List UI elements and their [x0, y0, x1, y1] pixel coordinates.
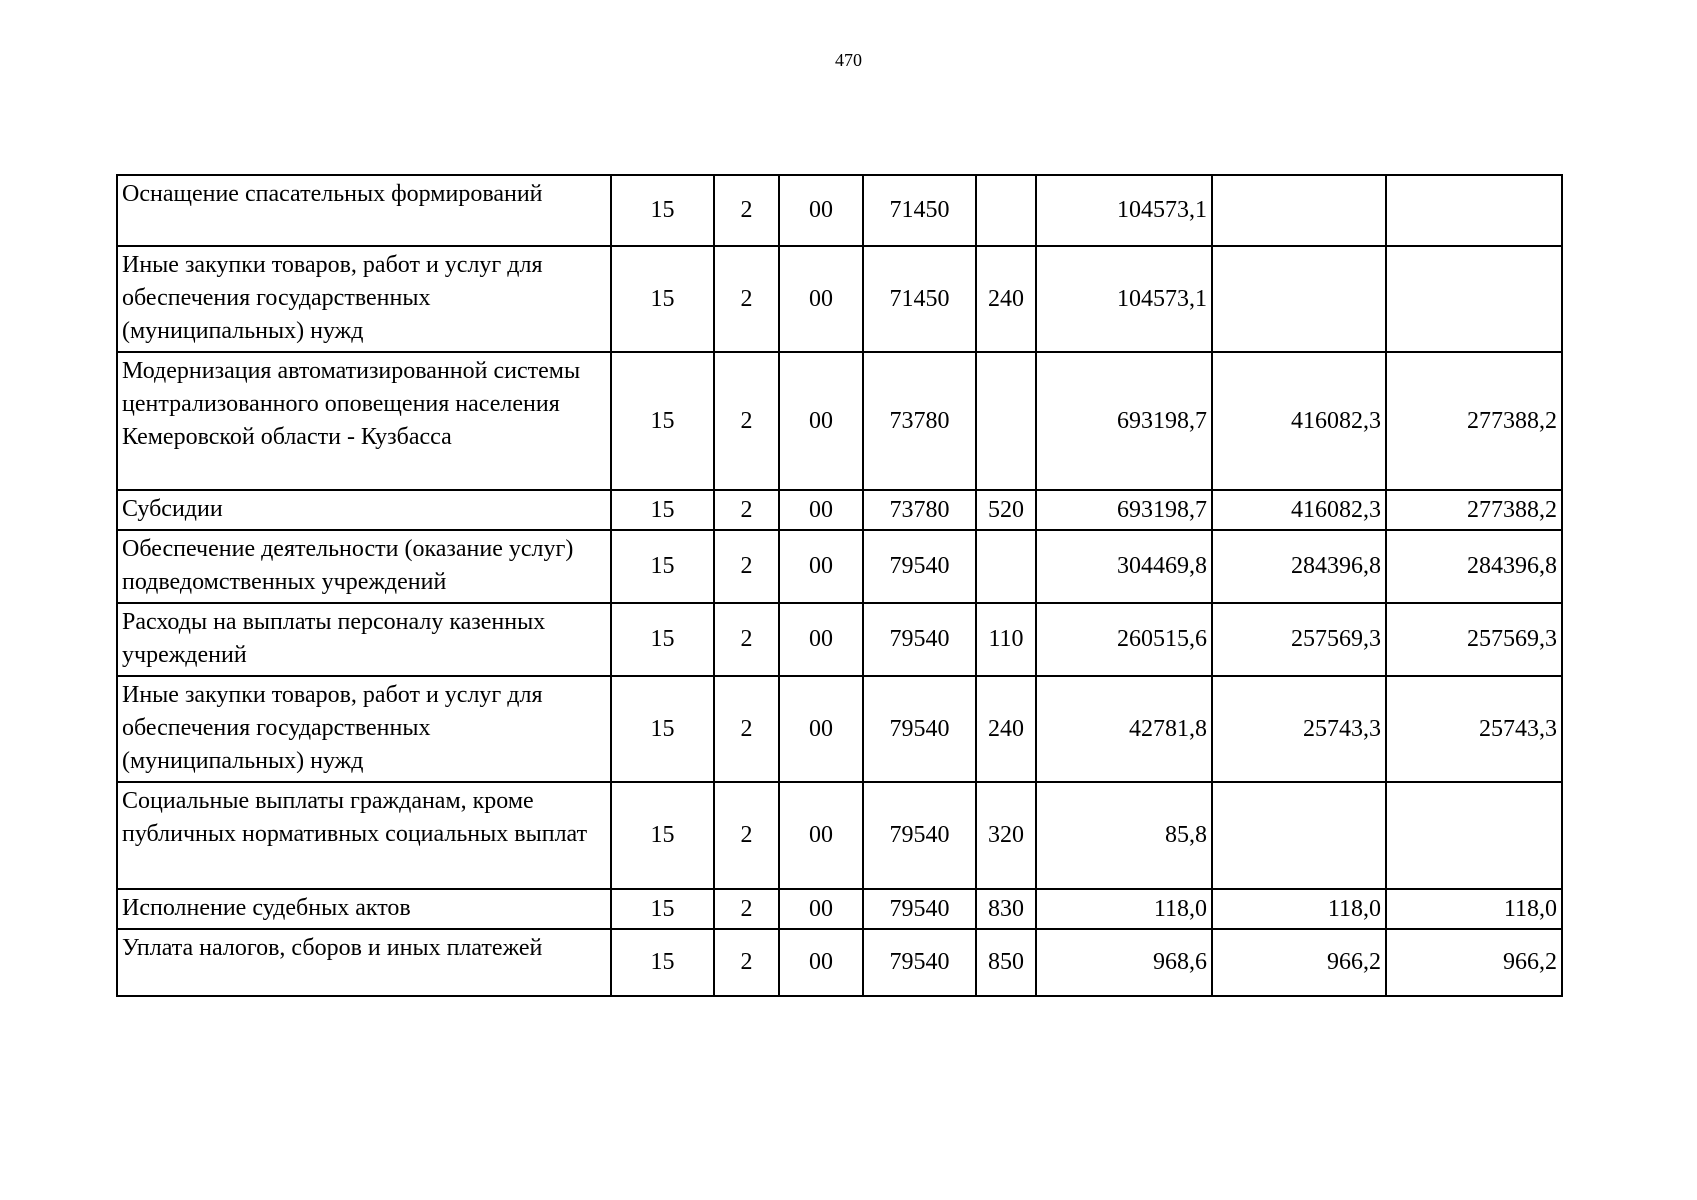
cell-code-2: 2: [714, 603, 779, 676]
cell-code-2: 2: [714, 676, 779, 782]
cell-amount-3: 257569,3: [1386, 603, 1562, 676]
cell-amount-2: [1212, 246, 1386, 352]
table-row: [117, 530, 1562, 603]
row-name: Модернизация автоматизированной системы централизованного оповещения населения Кемеровской области - Кузбасса: [117, 352, 611, 490]
table-row: [117, 490, 1562, 530]
cell-code-4: 79540: [863, 929, 976, 996]
cell-amount-1: 260515,6: [1036, 603, 1212, 676]
cell-amount-3: 966,2: [1386, 929, 1562, 996]
cell-amount-1: 968,6: [1036, 929, 1212, 996]
cell-amount-1: 304469,8: [1036, 530, 1212, 603]
cell-code-3: 00: [779, 175, 863, 246]
cell-amount-1: 693198,7: [1036, 352, 1212, 490]
row-name: Субсидии: [117, 490, 611, 530]
cell-code-3: 00: [779, 676, 863, 782]
cell-code-1: 15: [611, 490, 714, 530]
cell-amount-3: 277388,2: [1386, 490, 1562, 530]
cell-code-4: 79540: [863, 889, 976, 929]
cell-amount-3: [1386, 175, 1562, 246]
cell-expense-type: 850: [976, 929, 1036, 996]
cell-expense-type: 830: [976, 889, 1036, 929]
cell-amount-3: 118,0: [1386, 889, 1562, 929]
cell-code-3: 00: [779, 889, 863, 929]
cell-code-2: 2: [714, 246, 779, 352]
cell-code-4: 79540: [863, 530, 976, 603]
cell-code-2: 2: [714, 782, 779, 889]
cell-code-3: 00: [779, 246, 863, 352]
cell-code-1: 15: [611, 352, 714, 490]
cell-amount-2: 284396,8: [1212, 530, 1386, 603]
cell-code-1: 15: [611, 782, 714, 889]
cell-code-1: 15: [611, 676, 714, 782]
cell-code-2: 2: [714, 352, 779, 490]
cell-code-3: 00: [779, 929, 863, 996]
table-row: [117, 889, 1562, 929]
row-name: Исполнение судебных актов: [117, 889, 611, 929]
cell-expense-type: [976, 352, 1036, 490]
cell-code-1: 15: [611, 603, 714, 676]
row-name: Расходы на выплаты персоналу казенных учреждений: [117, 603, 611, 676]
cell-code-1: 15: [611, 246, 714, 352]
cell-code-4: 73780: [863, 352, 976, 490]
cell-amount-1: 104573,1: [1036, 175, 1212, 246]
table-row: [117, 175, 1562, 246]
cell-amount-2: [1212, 175, 1386, 246]
cell-code-4: 79540: [863, 676, 976, 782]
table-row: [117, 782, 1562, 889]
table-row: [117, 603, 1562, 676]
cell-code-2: 2: [714, 889, 779, 929]
cell-amount-3: 25743,3: [1386, 676, 1562, 782]
cell-amount-3: 277388,2: [1386, 352, 1562, 490]
cell-amount-2: 416082,3: [1212, 352, 1386, 490]
row-name: Обеспечение деятельности (оказание услуг) подведомственных учреждений: [117, 530, 611, 603]
cell-amount-2: [1212, 782, 1386, 889]
cell-amount-3: 284396,8: [1386, 530, 1562, 603]
cell-amount-1: 118,0: [1036, 889, 1212, 929]
cell-code-1: 15: [611, 175, 714, 246]
row-name: Оснащение спасательных формирований: [117, 175, 611, 246]
cell-code-4: 71450: [863, 246, 976, 352]
cell-expense-type: 110: [976, 603, 1036, 676]
cell-amount-3: [1386, 782, 1562, 889]
cell-amount-2: 25743,3: [1212, 676, 1386, 782]
cell-amount-2: 966,2: [1212, 929, 1386, 996]
cell-code-4: 71450: [863, 175, 976, 246]
cell-amount-1: 42781,8: [1036, 676, 1212, 782]
cell-code-2: 2: [714, 530, 779, 603]
cell-amount-1: 693198,7: [1036, 490, 1212, 530]
row-name: Уплата налогов, сборов и иных платежей: [117, 929, 611, 996]
cell-code-3: 00: [779, 782, 863, 889]
table-row: [117, 352, 1562, 490]
cell-expense-type: 240: [976, 676, 1036, 782]
cell-expense-type: [976, 530, 1036, 603]
budget-table: [116, 174, 1563, 997]
row-name: Иные закупки товаров, работ и услуг для обеспечения государственных (муниципальных) нужд: [117, 676, 611, 782]
cell-code-3: 00: [779, 603, 863, 676]
table-row: [117, 929, 1562, 996]
cell-amount-1: 85,8: [1036, 782, 1212, 889]
page-number: 470: [835, 50, 862, 70]
cell-amount-2: 257569,3: [1212, 603, 1386, 676]
cell-code-3: 00: [779, 352, 863, 490]
row-name: Социальные выплаты гражданам, кроме публичных нормативных социальных выплат: [117, 782, 611, 889]
cell-expense-type: [976, 175, 1036, 246]
cell-code-4: 73780: [863, 490, 976, 530]
cell-code-4: 79540: [863, 603, 976, 676]
cell-amount-3: [1386, 246, 1562, 352]
cell-code-3: 00: [779, 530, 863, 603]
cell-code-4: 79540: [863, 782, 976, 889]
cell-expense-type: 240: [976, 246, 1036, 352]
cell-code-2: 2: [714, 929, 779, 996]
cell-code-1: 15: [611, 530, 714, 603]
cell-code-1: 15: [611, 929, 714, 996]
cell-code-2: 2: [714, 490, 779, 530]
row-name: Иные закупки товаров, работ и услуг для обеспечения государственных (муниципальных) нужд: [117, 246, 611, 352]
cell-code-1: 15: [611, 889, 714, 929]
cell-expense-type: 320: [976, 782, 1036, 889]
cell-amount-1: 104573,1: [1036, 246, 1212, 352]
table-row: [117, 246, 1562, 352]
cell-amount-2: 118,0: [1212, 889, 1386, 929]
cell-code-3: 00: [779, 490, 863, 530]
table-row: [117, 676, 1562, 782]
cell-amount-2: 416082,3: [1212, 490, 1386, 530]
cell-code-2: 2: [714, 175, 779, 246]
cell-expense-type: 520: [976, 490, 1036, 530]
